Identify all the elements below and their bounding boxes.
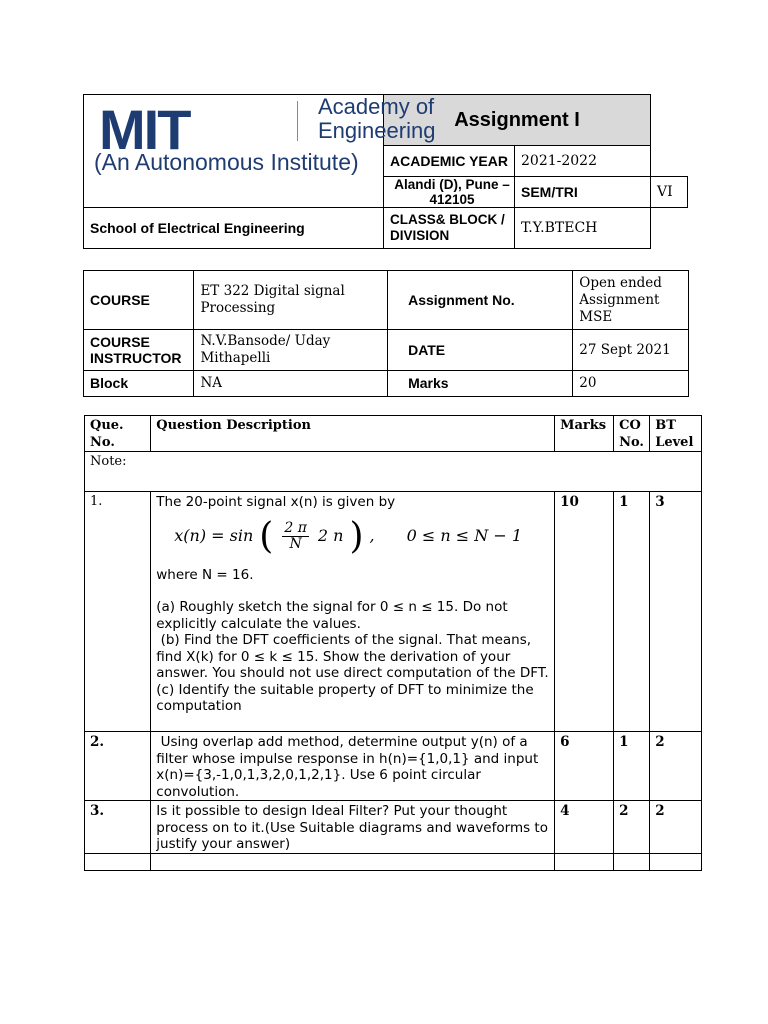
empty-cell — [85, 853, 151, 870]
q2-description: Using overlap add method, determine output y(n) of a filter whose impulse response in h(n)={1,0,1} and input x(n)={3,-1,0,1,3,2,0,1,2,1}. Use 6 point circular convolution. — [151, 732, 555, 801]
q1-formula-lhs: x(n) = sin — [174, 526, 254, 546]
note-row: Note: — [85, 452, 702, 492]
q1-co: 1 — [614, 492, 650, 732]
date-value: 27 Sept 2021 — [573, 330, 689, 371]
empty-cell — [614, 853, 650, 870]
class-value: T.Y.BTECH — [515, 208, 651, 249]
q2-marks: 6 — [555, 732, 614, 801]
institute-logo — [84, 94, 436, 208]
q3-description: Is it possible to design Ideal Filter? Put your thought process on to it.(Use Suitable diagrams and waveforms to justify your answer) — [151, 801, 555, 854]
q1-formula-den: N — [289, 536, 302, 552]
assignment-no-label: Assignment No. — [388, 271, 573, 330]
course-label: COURSE — [84, 271, 194, 330]
logo-autonomous-text: (An Autonomous Institute) — [94, 149, 359, 175]
q1-formula: x(n) = sin ( $\frac{2 \pi}{N}$ 2 n ) , 0 ≤ n ≤ N − 1 — [174, 515, 523, 557]
assignment-title: Assignment I — [384, 95, 651, 146]
q1-formula-num: 2 π — [284, 520, 307, 536]
header-co: CO No. — [614, 416, 650, 452]
course-value: ET 322 Digital signal Processing — [194, 271, 388, 330]
q3-number: 3. — [85, 801, 151, 854]
address: Alandi (D), Pune – 412105 — [384, 177, 515, 208]
empty-cell — [555, 853, 614, 870]
logo-divider — [297, 101, 298, 141]
q2-bt: 2 — [650, 732, 702, 801]
q2-number: 2. — [85, 732, 151, 801]
header-table — [83, 94, 688, 249]
logo-academy-text: Academy of Engineering — [318, 94, 436, 143]
academic-year-label: ACADEMIC YEAR — [384, 146, 515, 177]
q3-bt: 2 — [650, 801, 702, 854]
assignment-no-value: Open ended Assignment MSE — [573, 271, 689, 330]
academic-year-value: 2021-2022 — [515, 146, 651, 177]
empty-cell — [151, 853, 555, 870]
class-label: CLASS& BLOCK / DIVISION — [384, 208, 515, 249]
block-value: NA — [194, 371, 388, 397]
empty-cell — [650, 853, 702, 870]
instructor-label: COURSE INSTRUCTOR — [84, 330, 194, 371]
q1-formula-arg: 2 n — [317, 526, 344, 546]
q1-marks: 10 — [555, 492, 614, 732]
school-name: School of Electrical Engineering — [84, 208, 384, 249]
q1-part-b: (b) Find the DFT coefficients of the signal. That means, find X(k) for 0 ≤ k ≤ 15. Show the derivation of your answer. You should not use direct computation of the DFT. — [156, 632, 549, 681]
q1-intro: The 20-point signal x(n) is given by — [156, 494, 396, 510]
q1-number: 1. — [85, 492, 151, 732]
block-label: Block — [84, 371, 194, 397]
sem-label: SEM/TRI — [515, 177, 651, 208]
sem-value: VI — [651, 177, 688, 208]
q1-description — [151, 492, 555, 732]
header-que-no: Que. No. — [85, 416, 151, 452]
q3-co: 2 — [614, 801, 650, 854]
logo-mit-text: MIT — [99, 98, 190, 161]
q1-part-c: (c) Identify the suitable property of DFT to minimize the computation — [156, 681, 534, 714]
q1-where: where N = 16. — [156, 566, 254, 583]
questions-table — [84, 415, 702, 871]
instructor-value: N.V.Bansode/ Uday Mithapelli — [194, 330, 388, 371]
q1-part-a: (a) Roughly sketch the signal for 0 ≤ n ≤ 15. Do not explicitly calculate the values. — [156, 599, 508, 632]
date-label: DATE — [388, 330, 573, 371]
q1-bt: 3 — [650, 492, 702, 732]
q1-formula-range: 0 ≤ n ≤ N − 1 — [406, 526, 523, 546]
header-bt: BT Level — [650, 416, 702, 452]
q2-co: 1 — [614, 732, 650, 801]
header-marks: Marks — [555, 416, 614, 452]
marks-label: Marks — [388, 371, 573, 397]
q3-marks: 4 — [555, 801, 614, 854]
header-description: Question Description — [151, 416, 555, 452]
course-table — [83, 270, 689, 397]
marks-value: 20 — [573, 371, 689, 397]
